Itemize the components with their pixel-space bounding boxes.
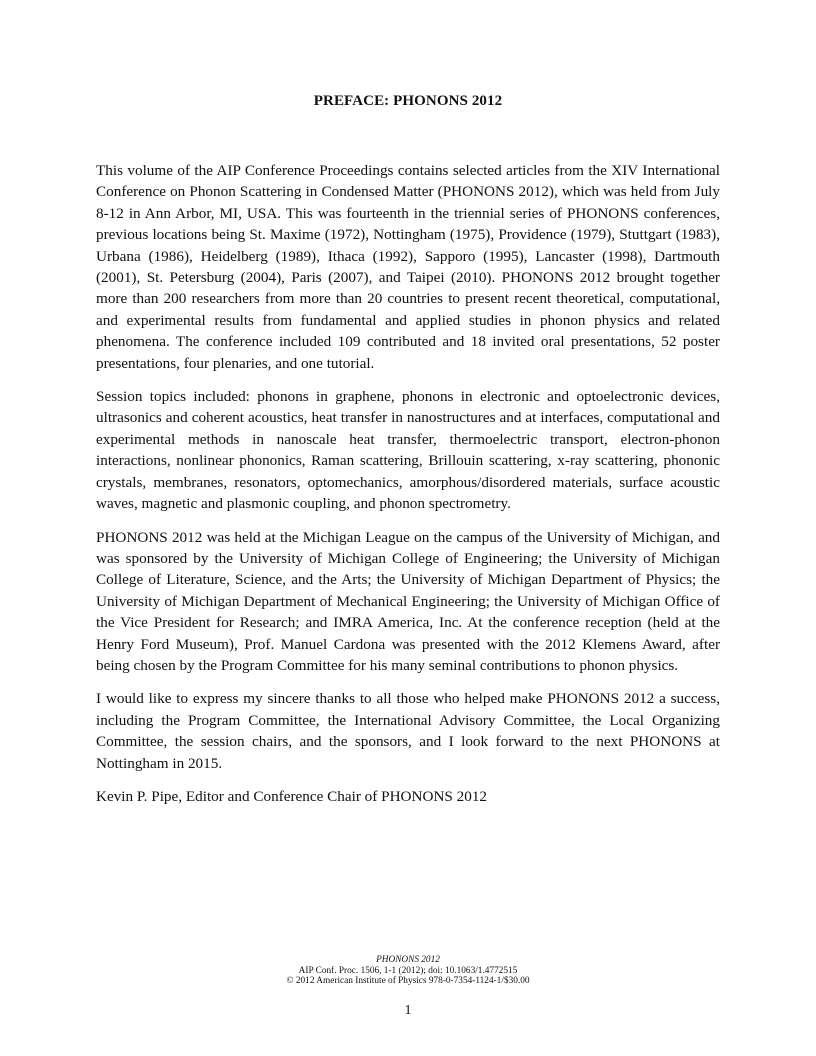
paragraph-venue-sponsors: PHONONS 2012 was held at the Michigan League on the campus of the University of Michigan, and was sponsored by the University of Michigan College of Engineering; the University of Michigan College of Literature, Science, and the Arts; the University of Michigan Department of Physics; the University of Michigan Department of Mechanical Engineering; the University of Michigan Office of the Vice President for Research; and IMRA America, Inc. At the conference reception (held at the Henry Ford Museum), Prof. Manuel Cardona was presented with the 2012 Klemens Award, after being chosen by the Program Committee for his many seminal contributions to phonon physics. — [96, 528, 720, 674]
paragraph-intro: This volume of the AIP Conference Proceedings contains selected articles from the XIV International Conference on Phonon Scattering in Condensed Matter (PHONONS 2012), which was held from July 8-12 in Ann Arbor, MI, USA. This was fourteenth in the triennial series of PHONONS conferences, previous locations being St. Maxime (1972), Nottingham (1975), Providence (1979), Stuttgart (1983), Urbana (1986), Heidelberg (1989), Ithaca (1992), Sapporo (1995), Lancaster (1998), Dartmouth (2001), St. Petersburg (2004), Paris (2007), and Taipei (2010). PHONONS 2012 brought together more than 200 researchers from more than 20 countries to present recent theoretical, computational, and experimental results from fundamental and applied studies in phonon physics and related phenomena. The conference included 109 contributed and 18 invited oral presentations, 52 poster presentations, four plenaries, and one tutorial. — [96, 162, 720, 372]
page-footer — [0, 955, 816, 987]
paragraph-session-topics: Session topics included: phonons in graphene, phonons in electronic and optoelectronic devices, ultrasonics and coherent acoustics, heat transfer in nanostructures and at interfaces, computational and experimental methods in nanoscale heat transfer, thermoelectric transport, electron-phonon interactions, nonlinear phononics, Raman scattering, Brillouin scattering, x-ray scattering, phononic crystals, membranes, resonators, optomechanics, amorphous/disordered materials, surface acoustic waves, magnetic and plasmonic coupling, and phonon spectrometry. — [96, 388, 720, 513]
footer-copyright: © 2012 American Institute of Physics 978-0-7354-1124-1/$30.00 — [286, 976, 530, 987]
preface-body — [96, 160, 720, 819]
page-number: 1 — [404, 1003, 412, 1018]
footer-conference: PHONONS 2012 — [376, 955, 440, 965]
page-title: PREFACE: PHONONS 2012 — [313, 93, 503, 109]
footer-citation: AIP Conf. Proc. 1506, 1-1 (2012); doi: 10.1063/1.4772515 — [298, 965, 518, 976]
paragraph-acknowledgements: I would like to express my sincere thanks to all those who helped make PHONONS 2012 a success, including the Program Committee, the International Advisory Committee, the Local Organizing Committee, the session chairs, and the sponsors, and I look forward to the next PHONONS at Nottingham in 2015. — [96, 690, 720, 772]
signature: Kevin P. Pipe, Editor and Conference Chair of PHONONS 2012 — [96, 787, 488, 805]
